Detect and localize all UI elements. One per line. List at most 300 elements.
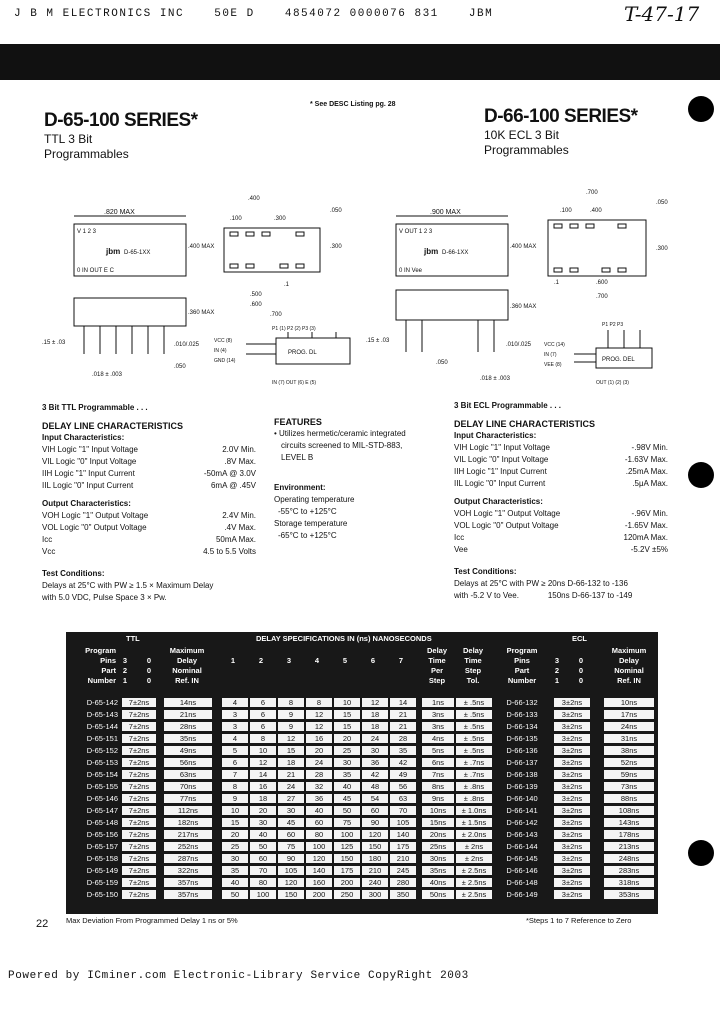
features-heading: FEATURES	[274, 417, 322, 427]
ttl-out-value-3: 4.5 to 5.5 Volts	[203, 547, 256, 556]
tap-6-value: 30	[362, 746, 388, 755]
tap-1-value: 9	[222, 794, 248, 803]
ttl-max-delay: 182ns	[164, 818, 212, 827]
tap-5-value: 75	[334, 818, 360, 827]
ecl-out-label-3: Vee	[454, 545, 468, 554]
ttl-max-delay: 56ns	[164, 758, 212, 767]
pins0-header-2: 0	[146, 676, 152, 685]
tap-4-value: 32	[306, 782, 332, 791]
step-tolerance: ± .5ns	[456, 734, 492, 743]
tap-5-value: 250	[334, 890, 360, 899]
ecl-pins-header-2: 1	[554, 676, 560, 685]
right-series-sub1: 10K ECL 3 Bit	[484, 128, 559, 142]
ttl-in-label-0: VIH Logic "1" Input Voltage	[42, 445, 138, 454]
tap-6-value: 18	[362, 710, 388, 719]
tap-2-value: 50	[250, 842, 276, 851]
step-time: 6ns	[422, 758, 454, 767]
ecl-test-1: Delays at 25°C with PW ≥ 20ns D-66-132 to -136	[454, 579, 628, 588]
tap-1-value: 35	[222, 866, 248, 875]
tap-3-value: 8	[278, 698, 304, 707]
handwritten-note: T-47-17	[624, 2, 700, 26]
ecl-characteristics	[454, 400, 668, 602]
tap-7-value: 105	[390, 818, 416, 827]
tap-1-value: 10	[222, 806, 248, 815]
ecl-prog-box: 3±2ns	[554, 794, 590, 803]
page-number: 22	[36, 918, 49, 930]
ecl-in-label-1: VIL Logic "0" Input Voltage	[454, 455, 549, 464]
ecl-max-delay: 10ns	[604, 698, 654, 707]
ecl-in-label-2: IIH Logic "1" Input Current	[454, 467, 547, 476]
ttl-vcc-label: VCC (8)	[214, 338, 233, 344]
ecl-in-value-3: .5μA Max.	[632, 479, 668, 488]
tap-1-value: 8	[222, 782, 248, 791]
tap-3-value: 15	[278, 746, 304, 755]
ttl-prog-box: 7±2ns	[122, 830, 156, 839]
ecl-dim-pin: .15 ± .03	[366, 338, 390, 344]
ttl-prog-label: PROG. DL	[288, 350, 317, 356]
ecl-dim-018: .018 ± .003	[480, 376, 510, 382]
ecl-part-number: D-66-136	[506, 746, 538, 755]
tap-6-value: 210	[362, 866, 388, 875]
tap-5-value: 15	[334, 722, 360, 731]
tap-6-value: 120	[362, 830, 388, 839]
ecl-max-delay: 52ns	[604, 758, 654, 767]
prog-header-0: Program	[85, 646, 116, 655]
ttl-prog-box: 7±2ns	[122, 758, 156, 767]
pins-header-2: 1	[122, 676, 128, 685]
ecl-prog-header-2: Part	[514, 666, 530, 675]
ttl-max-delay: 357ns	[164, 878, 212, 887]
step-time: 1ns	[422, 698, 454, 707]
tap-4-value: 24	[306, 758, 332, 767]
ecl-part-number: D-66-149	[506, 890, 538, 899]
ttl-part-number: D-65-149	[86, 866, 118, 875]
tap-2-value: 100	[250, 890, 276, 899]
ttl-part-number: D-65-152	[86, 746, 118, 755]
ecl-part-number: D-66-139	[506, 782, 538, 791]
ecl-part-number: D-66-144	[506, 842, 538, 851]
tap-2-value: 6	[250, 722, 276, 731]
ecl-part-number: D-66-132	[506, 698, 538, 707]
tap-5-value: 35	[334, 770, 360, 779]
ecl-pins-header-0: 3	[554, 656, 560, 665]
tap-3-value: 9	[278, 710, 304, 719]
ecl-prog-box: 3±2ns	[554, 890, 590, 899]
ecl-prog-box: 3±2ns	[554, 758, 590, 767]
step-time: 25ns	[422, 842, 454, 851]
tap-5-value: 30	[334, 758, 360, 767]
step-tolerance: ± .7ns	[456, 758, 492, 767]
tap-5-value: 50	[334, 806, 360, 815]
ttl-in-label-2: IIH Logic "1" Input Current	[42, 469, 135, 478]
ttl-prog-box: 7±2ns	[122, 854, 156, 863]
tap-5-value: 15	[334, 710, 360, 719]
tap-7-value: 175	[390, 842, 416, 851]
tap-7-value: 63	[390, 794, 416, 803]
ecl-max-delay: 353ns	[604, 890, 654, 899]
step-tolerance: ± 1.5ns	[456, 818, 492, 827]
ecl-test-2: with -5.2 V to Vee. 150ns D-66-137 to -149	[454, 591, 633, 600]
ecl-out-value-2: 120mA Max.	[623, 533, 668, 542]
ttl-prog-box: 7±2ns	[122, 782, 156, 791]
tap-1-value: 4	[222, 698, 248, 707]
step-time: 15ns	[422, 818, 454, 827]
ttl-part-number: D-65-156	[86, 830, 118, 839]
prog-header-1: Pins	[100, 656, 116, 665]
step-tolerance: ± .8ns	[456, 794, 492, 803]
ttl-dim-pin: .15 ± .03	[42, 340, 66, 346]
ecl-prog-box: 3±2ns	[554, 746, 590, 755]
ttl-in-label-3: IIL Logic "0" Input Current	[42, 481, 134, 490]
ecl-prog-box: 3±2ns	[554, 782, 590, 791]
ecl-max-header-3: Ref. IN	[617, 676, 641, 685]
ecl-prog-box: 3±2ns	[554, 854, 590, 863]
storage-temp-range: -65°C to +125°C	[278, 531, 337, 540]
ecl-end-dim-300: .300	[656, 246, 668, 252]
tap-3-value: 60	[278, 830, 304, 839]
step-time: 9ns	[422, 794, 454, 803]
ds-header-0: Delay	[462, 646, 483, 655]
left-series-title: D-65-100 SERIES*	[44, 110, 198, 131]
tap-7-value: 56	[390, 782, 416, 791]
ecl-bottom-labels: OUT (1) (2) (3)	[596, 380, 629, 386]
ecl-end-dim-600: .600	[596, 280, 608, 286]
ecl-end-dim-100: .100	[560, 208, 572, 214]
tap-3-value: 90	[278, 854, 304, 863]
tap-4-value: 12	[306, 722, 332, 731]
ttl-prog-box: 7±2ns	[122, 770, 156, 779]
tap-4-value: 12	[306, 710, 332, 719]
ttl-part-number: D-65-159	[86, 878, 118, 887]
tap-1-value: 6	[222, 758, 248, 767]
delay-spec-table	[66, 632, 658, 914]
ecl-max-delay: 24ns	[604, 722, 654, 731]
tap-header-3: 3	[286, 656, 292, 665]
tap-6-value: 48	[362, 782, 388, 791]
ttl-part-number: D-65-146	[86, 794, 118, 803]
left-series-block	[44, 110, 198, 162]
ttl-part-number: D-65-144	[86, 722, 118, 731]
tap-5-value: 25	[334, 746, 360, 755]
binder-hole-3	[688, 840, 714, 866]
table-spec-header: DELAY SPECIFICATIONS IN (ns) NANOSECONDS	[256, 634, 432, 643]
tap-4-value: 120	[306, 854, 332, 863]
ecl-part-number: D-66-143	[506, 830, 538, 839]
desc-note: * See DESC Listing pg. 28	[310, 101, 396, 108]
ecl-p-labels: P1 P2 P3	[602, 322, 624, 328]
ttl-end-dim-400: .400	[248, 196, 260, 202]
table-ecl-header: ECL	[572, 634, 587, 643]
ttl-end-dim-700: .700	[270, 312, 282, 318]
prog-header-2: Part	[101, 666, 116, 675]
tap-header-7: 7	[398, 656, 404, 665]
ttl-test-heading: Test Conditions:	[42, 569, 105, 578]
tap-4-value: 100	[306, 842, 332, 851]
tap-3-value: 21	[278, 770, 304, 779]
tap-1-value: 7	[222, 770, 248, 779]
dt-header-0: Delay	[426, 646, 447, 655]
ecl-part-number: D-66-141	[506, 806, 538, 815]
step-time: 4ns	[422, 734, 454, 743]
ttl-end-dim-100: .100	[230, 216, 242, 222]
tap-6-value: 18	[362, 722, 388, 731]
ttl-prog-box: 7±2ns	[122, 710, 156, 719]
step-time: 8ns	[422, 782, 454, 791]
step-tolerance: ± 2.0ns	[456, 830, 492, 839]
footnote-left: Max Deviation From Programmed Delay 1 ns or 5%	[66, 916, 238, 925]
powered-by-footer: Powered by ICminer.com Electronic-Library Service CopyRight 2003	[8, 970, 469, 982]
tap-1-value: 15	[222, 818, 248, 827]
tap-2-value: 60	[250, 854, 276, 863]
tap-2-value: 20	[250, 806, 276, 815]
ecl-dim-050: .050	[436, 360, 448, 366]
ttl-part-number: D-65-153	[86, 758, 118, 767]
ttl-end-dim-050: .050	[330, 208, 342, 214]
ecl-part-number: D-66-145	[506, 854, 538, 863]
tap-1-value: 40	[222, 878, 248, 887]
ecl-in-label-3: IIL Logic "0" Input Current	[454, 479, 546, 488]
ecl-max-delay: 318ns	[604, 878, 654, 887]
ecl-prog-box: 3±2ns	[554, 806, 590, 815]
tap-header-1: 1	[230, 656, 236, 665]
ecl-pins0-header-1: 0	[578, 666, 584, 675]
tap-2-value: 14	[250, 770, 276, 779]
tap-2-value: 12	[250, 758, 276, 767]
tap-2-value: 6	[250, 698, 276, 707]
ecl-part-number: D-66-133	[506, 710, 538, 719]
ttl-max-delay: 252ns	[164, 842, 212, 851]
tap-4-value: 200	[306, 890, 332, 899]
step-time: 10ns	[422, 806, 454, 815]
table-ttl-header: TTL	[126, 634, 140, 643]
ttl-out-value-1: .4V Max.	[224, 523, 256, 532]
tap-7-value: 28	[390, 734, 416, 743]
ecl-in-label: IN (7)	[544, 352, 557, 358]
tap-2-value: 10	[250, 746, 276, 755]
ecl-package-side-view	[396, 290, 508, 320]
ttl-part-number: D-65-157	[86, 842, 118, 851]
ttl-max-delay: 21ns	[164, 710, 212, 719]
page-header	[14, 8, 515, 20]
ecl-prog-box: 3±2ns	[554, 842, 590, 851]
ttl-dim-360: .360 MAX	[188, 310, 215, 316]
step-time: 5ns	[422, 746, 454, 755]
ecl-end-dim-1: .1	[554, 280, 560, 286]
tap-header-5: 5	[342, 656, 348, 665]
ttl-prog-box: 7±2ns	[122, 698, 156, 707]
tap-5-value: 150	[334, 854, 360, 863]
step-tolerance: ± .8ns	[456, 782, 492, 791]
tap-4-value: 16	[306, 734, 332, 743]
tap-2-value: 80	[250, 878, 276, 887]
ttl-max-delay: 35ns	[164, 734, 212, 743]
ttl-part-number: D-65-158	[86, 854, 118, 863]
ttl-part-number: D-65-155	[86, 782, 118, 791]
left-series-sub1: TTL 3 Bit	[44, 132, 93, 146]
prog-header-3: Number	[87, 676, 116, 685]
ttl-part-label: D-65-1XX	[124, 250, 151, 256]
left-series-sub2: Programmables	[44, 147, 129, 161]
tap-3-value: 27	[278, 794, 304, 803]
ecl-out-label-1: VOL Logic "0" Output Voltage	[454, 521, 559, 530]
ecl-prog-label: PROG. DEL	[602, 357, 635, 363]
ecl-pins0-header-0: 0	[578, 656, 584, 665]
tap-7-value: 245	[390, 866, 416, 875]
tap-5-value: 175	[334, 866, 360, 875]
max-header-1: Delay	[176, 656, 197, 665]
ttl-prog-box: 7±2ns	[122, 806, 156, 815]
ttl-max-delay: 322ns	[164, 866, 212, 875]
ecl-prog-box: 3±2ns	[554, 878, 590, 887]
ecl-pins-bottom: 0 IN Vee	[399, 268, 423, 274]
ecl-max-header-1: Delay	[618, 656, 639, 665]
tap-3-value: 75	[278, 842, 304, 851]
ttl-in-value-0: 2.0V Min.	[222, 445, 256, 454]
ttl-prog-box: 7±2ns	[122, 794, 156, 803]
ecl-out-value-3: -5.2V ±5%	[630, 545, 668, 554]
ecl-part-number: D-66-138	[506, 770, 538, 779]
tap-1-value: 25	[222, 842, 248, 851]
black-banner	[0, 44, 720, 80]
ttl-bottom-labels: IN (7) OUT (6) E (5)	[272, 380, 317, 386]
tap-4-value: 160	[306, 878, 332, 887]
ttl-prog-box: 7±2ns	[122, 890, 156, 899]
tap-3-value: 24	[278, 782, 304, 791]
features-line-1: • Utilizes hermetic/ceramic integrated	[274, 429, 406, 438]
ttl-end-dim-300: .300	[274, 216, 286, 222]
tap-1-value: 3	[222, 722, 248, 731]
tap-6-value: 12	[362, 698, 388, 707]
ecl-in-label-0: VIH Logic "1" Input Voltage	[454, 443, 550, 452]
step-time: 50ns	[422, 890, 454, 899]
ecl-max-delay: 17ns	[604, 710, 654, 719]
tap-5-value: 10	[334, 698, 360, 707]
ttl-part-number: D-65-150	[86, 890, 118, 899]
ecl-max-delay: 248ns	[604, 854, 654, 863]
tap-7-value: 42	[390, 758, 416, 767]
ecl-part-number: D-66-148	[506, 878, 538, 887]
step-time: 3ns	[422, 722, 454, 731]
ecl-dim-lead: .010/.025	[506, 342, 532, 348]
ecl-vee-label: VEE (8)	[544, 362, 562, 368]
ecl-heading: DELAY LINE CHARACTERISTICS	[454, 419, 596, 429]
max-header-3: Ref. IN	[175, 676, 199, 685]
ttl-part-number: D-65-142	[86, 698, 118, 707]
tap-3-value: 18	[278, 758, 304, 767]
ecl-dim-height: .400 MAX	[510, 244, 537, 250]
ds-header-3: Tol.	[466, 676, 480, 685]
tap-7-value: 21	[390, 722, 416, 731]
tap-6-value: 300	[362, 890, 388, 899]
tap-header-6: 6	[370, 656, 376, 665]
tap-4-value: 20	[306, 746, 332, 755]
ecl-end-view	[548, 220, 646, 276]
company-name: J B M ELECTRONICS INC	[14, 8, 185, 20]
ecl-vcc-label: VCC (14)	[544, 342, 565, 348]
ecl-max-delay: 59ns	[604, 770, 654, 779]
right-series-title: D-66-100 SERIES*	[484, 106, 638, 127]
ttl-prog-box: 7±2ns	[122, 746, 156, 755]
ttl-pins-top: V 1 2 3	[77, 229, 97, 235]
ttl-in-label-1: VIL Logic "0" Input Voltage	[42, 457, 137, 466]
ttl-max-delay: 217ns	[164, 830, 212, 839]
tap-3-value: 12	[278, 734, 304, 743]
ecl-pins-top: V OUT 1 2 3	[399, 229, 433, 235]
right-series-sub2: Programmables	[484, 143, 569, 157]
tap-7-value: 70	[390, 806, 416, 815]
ttl-test-2: with 5.0 VDC, Pulse Space 3 × Pw.	[42, 593, 167, 602]
ecl-prog-box: 3±2ns	[554, 722, 590, 731]
ttl-part-number: D-65-143	[86, 710, 118, 719]
step-tolerance: ± 2.5ns	[456, 866, 492, 875]
storage-temp-label: Storage temperature	[274, 519, 348, 528]
tap-4-value: 140	[306, 866, 332, 875]
ecl-out-value-1: -1.65V Max.	[624, 521, 668, 530]
ttl-prog-box: 7±2ns	[122, 818, 156, 827]
step-time: 30ns	[422, 854, 454, 863]
ecl-max-delay: 108ns	[604, 806, 654, 815]
ttl-dim-height: .400 MAX	[188, 244, 215, 250]
operating-temp-label: Operating temperature	[274, 495, 355, 504]
ecl-output-heading: Output Characteristics:	[454, 497, 543, 506]
ttl-max-delay: 112ns	[164, 806, 212, 815]
step-time: 40ns	[422, 878, 454, 887]
step-time: 7ns	[422, 770, 454, 779]
ecl-out-label-0: VOH Logic "1" Output Voltage	[454, 509, 561, 518]
max-header-0: Maximum	[169, 646, 205, 655]
ecl-max-delay: 73ns	[604, 782, 654, 791]
tap-7-value: 210	[390, 854, 416, 863]
tap-4-value: 80	[306, 830, 332, 839]
tap-7-value: 21	[390, 710, 416, 719]
ecl-prog-header-3: Number	[507, 676, 537, 685]
tap-4-value: 40	[306, 806, 332, 815]
tap-header-4: 4	[314, 656, 320, 665]
ttl-dim-width: .820 MAX	[104, 209, 135, 216]
dt-header-2: Per	[430, 666, 444, 675]
ecl-max-delay: 178ns	[604, 830, 654, 839]
mechanical-drawings	[40, 186, 680, 398]
tap-6-value: 150	[362, 842, 388, 851]
ds-header-1: Time	[464, 656, 482, 665]
pins-header-1: 2	[122, 666, 128, 675]
tap-3-value: 120	[278, 878, 304, 887]
tap-6-value: 54	[362, 794, 388, 803]
binder-hole-1	[688, 96, 714, 122]
tap-7-value: 350	[390, 890, 416, 899]
ecl-end-dim-050: .050	[656, 200, 668, 206]
ttl-dim-050: .050	[174, 364, 186, 370]
ttl-in-value-3: 6mA @ .45V	[210, 481, 256, 490]
ttl-max-delay: 70ns	[164, 782, 212, 791]
ttl-out-value-0: 2.4V Min.	[222, 511, 256, 520]
tap-6-value: 24	[362, 734, 388, 743]
pins0-header-1: 0	[146, 666, 152, 675]
ecl-part-number: D-66-142	[506, 818, 538, 827]
tap-7-value: 280	[390, 878, 416, 887]
tap-3-value: 30	[278, 806, 304, 815]
step-tolerance: ± 2ns	[456, 854, 492, 863]
step-tolerance: ± 2ns	[456, 842, 492, 851]
ecl-max-delay: 143ns	[604, 818, 654, 827]
ttl-part-number: D-65-151	[86, 734, 118, 743]
step-tolerance: ± 2.5ns	[456, 890, 492, 899]
ecl-title: 3 Bit ECL Programmable . . .	[454, 401, 561, 410]
ttl-input-heading: Input Characteristics:	[42, 433, 125, 442]
tap-1-value: 50	[222, 890, 248, 899]
ttl-max-delay: 49ns	[164, 746, 212, 755]
ttl-dim-018: .018 ± .003	[92, 372, 122, 378]
